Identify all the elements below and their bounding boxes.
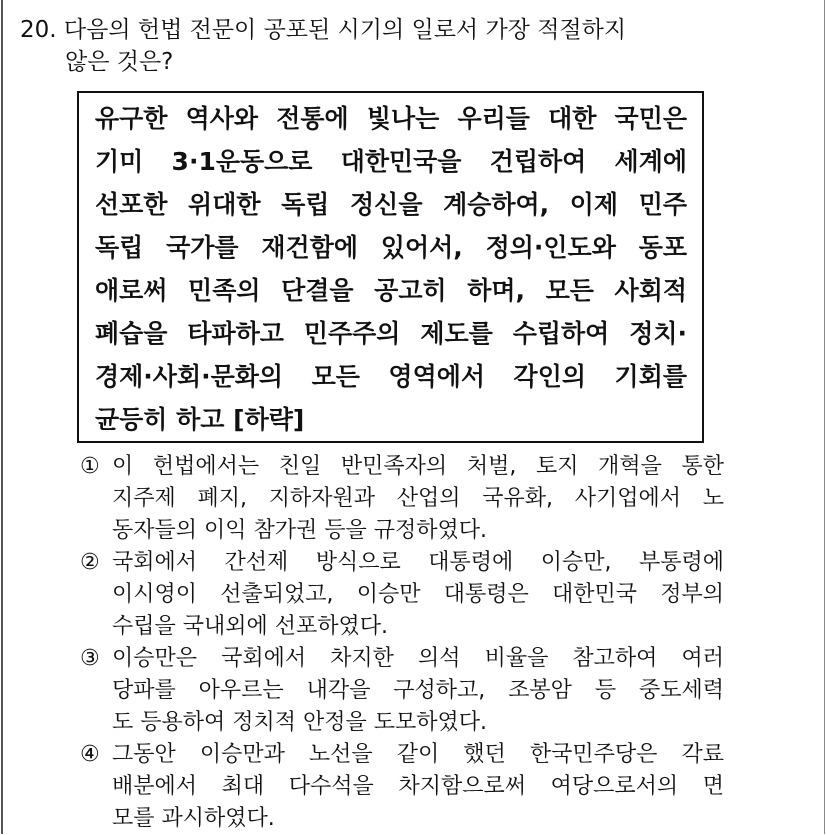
option-marker: ③ bbox=[80, 646, 100, 671]
option-line: 도 등용하여 정치적 안정을 도모하였다. bbox=[112, 710, 487, 735]
passage-line: 유구한 역사와 전통에 빛나는 우리들 대한 국민은 bbox=[95, 104, 687, 133]
question-number: 20. bbox=[20, 17, 57, 43]
option-line: 이시영이 선출되었고, 이승만 대통령은 대한민국 정부의 bbox=[112, 582, 724, 607]
option-line: 지주제 폐지, 지하자원과 산업의 국유화, 사기업에서 노 bbox=[112, 486, 724, 511]
question-text: 다음의 헌법 전문이 공포된 시기의 일로서 가장 적절하지 bbox=[63, 17, 627, 43]
question-line-1 bbox=[20, 14, 740, 46]
passage-line: 애로써 민족의 단결을 공고히 하며, 모든 사회적 bbox=[95, 276, 687, 305]
page-border-right bbox=[824, 0, 825, 834]
option-line: 모를 과시하였다. bbox=[112, 806, 275, 831]
question-stem bbox=[20, 14, 740, 78]
option-line: 배분에서 최대 다수석을 차지함으로써 여당으로서의 면 bbox=[112, 774, 724, 799]
option-line: 그동안 이승만과 노선을 같이 했던 한국민주당은 각료 bbox=[112, 742, 724, 767]
constitution-preamble-box bbox=[77, 91, 704, 443]
option-line: 이 헌법에서는 친일 반민족자의 처벌, 토지 개혁을 통한 bbox=[112, 454, 724, 479]
answer-option-2[interactable] bbox=[80, 547, 730, 643]
answer-option-4[interactable] bbox=[80, 739, 730, 835]
passage-line: 선포한 위대한 독립 정신을 계승하여, 이제 민주 bbox=[95, 190, 687, 219]
answer-option-3[interactable] bbox=[80, 643, 730, 739]
passage-line: 경제·사회·문화의 모든 영역에서 각인의 기회를 bbox=[95, 362, 687, 391]
question-line-2: 않은 것은? bbox=[65, 49, 174, 75]
passage-line: 폐습을 타파하고 민주주의 제도를 수립하여 정치· bbox=[95, 319, 687, 348]
option-marker: ② bbox=[80, 550, 100, 575]
option-line: 당파를 아우르는 내각을 구성하고, 조봉암 등 중도세력 bbox=[112, 678, 724, 703]
option-line: 국회에서 간선제 방식으로 대통령에 이승만, 부통령에 bbox=[112, 550, 724, 575]
page-border-left bbox=[1, 0, 3, 834]
option-line: 동자들의 이익 참가권 등을 규정하였다. bbox=[112, 518, 487, 543]
option-marker: ④ bbox=[80, 742, 100, 767]
passage-line: 기미 3·1운동으로 대한민국을 건립하여 세계에 bbox=[95, 147, 687, 176]
option-line: 수립을 국내외에 선포하였다. bbox=[112, 614, 389, 639]
option-marker: ① bbox=[80, 454, 100, 479]
option-line: 이승만은 국회에서 차지한 의석 비율을 참고하여 여러 bbox=[112, 646, 724, 671]
passage-line: 균등히 하고 [하략] bbox=[95, 405, 305, 434]
answer-option-1[interactable] bbox=[80, 451, 730, 547]
passage-line: 독립 국가를 재건함에 있어서, 정의·인도와 동포 bbox=[95, 233, 687, 262]
